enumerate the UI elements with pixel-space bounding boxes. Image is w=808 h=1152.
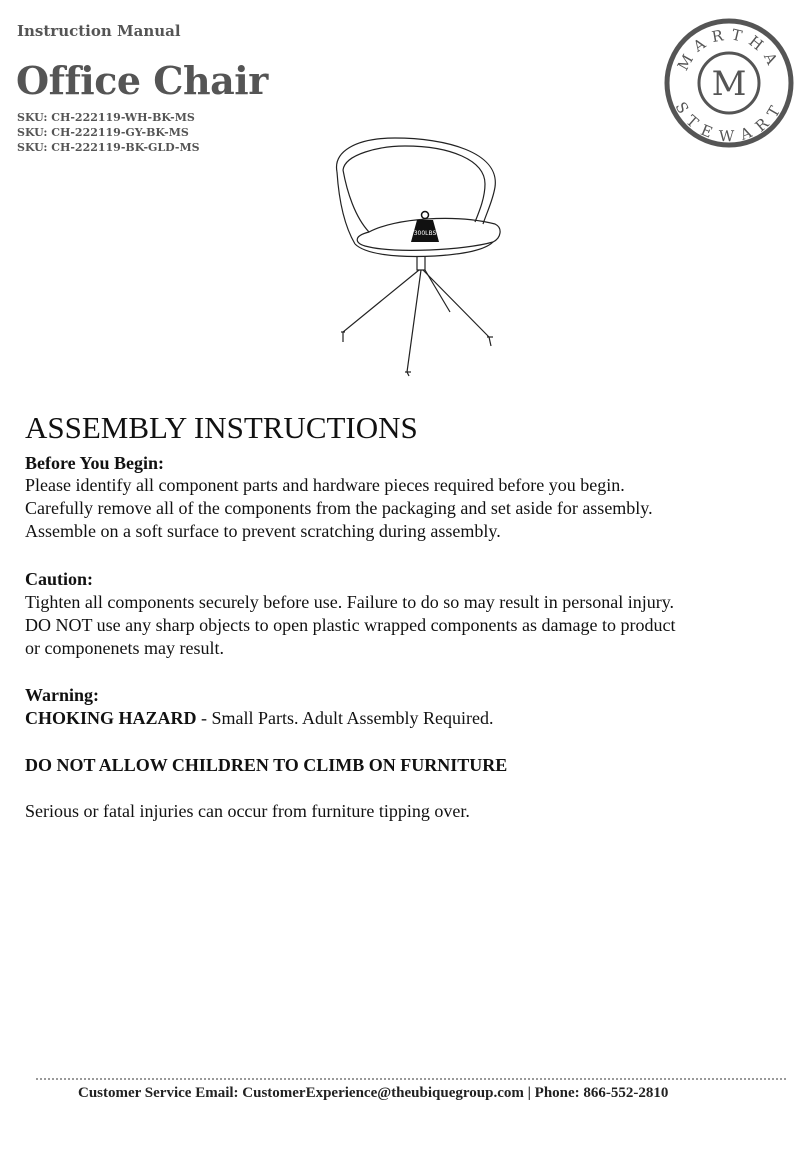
footer-divider [36, 1078, 786, 1080]
choking-hazard-label: CHOKING HAZARD [25, 708, 197, 728]
customer-service-footer: Customer Service Email: CustomerExperience@theubiquegroup.com | Phone: 866-552-2810 [78, 1085, 669, 1101]
children-warning: DO NOT ALLOW CHILDREN TO CLIMB ON FURNITURE [25, 755, 508, 775]
office-chair-illustration [325, 132, 515, 382]
choking-hazard-line [25, 708, 494, 729]
tipping-warning: Serious or fatal injuries can occur from furniture tipping over. [25, 801, 470, 821]
sku-line: SKU: CH-222119-GY-BK-MS [17, 126, 189, 139]
before-line: Please identify all component parts and hardware pieces required before you begin. [25, 475, 625, 495]
caution-line: Tighten all components securely before use. Failure to do so may result in personal injury. [25, 592, 675, 612]
logo-bottom-text: STEWART [671, 98, 787, 146]
before-line: Assemble on a soft surface to prevent scratching during assembly. [25, 521, 501, 541]
weight-label: 300LBS [413, 230, 437, 237]
martha-stewart-logo [664, 18, 794, 148]
before-you-begin-title: Before You Begin: [25, 453, 164, 473]
choking-hazard-text: - Small Parts. Adult Assembly Required. [196, 708, 494, 728]
assembly-heading: ASSEMBLY INSTRUCTIONS [25, 410, 418, 445]
sku-line: SKU: CH-222119-BK-GLD-MS [17, 141, 200, 154]
logo-monogram: M [711, 64, 747, 104]
logo-top-text: MARTHA [673, 25, 785, 74]
caution-title: Caution: [25, 569, 94, 589]
product-title: Office Chair [16, 58, 268, 103]
caution-line: or componenets may result. [25, 638, 224, 658]
before-line: Carefully remove all of the components from the packaging and set aside for assembly. [25, 498, 653, 518]
document-type: Instruction Manual [17, 22, 181, 40]
weight-icon [411, 212, 439, 243]
sku-line: SKU: CH-222119-WH-BK-MS [17, 111, 195, 124]
caution-line: DO NOT use any sharp objects to open plastic wrapped components as damage to product [25, 615, 676, 635]
warning-title: Warning: [25, 685, 100, 705]
